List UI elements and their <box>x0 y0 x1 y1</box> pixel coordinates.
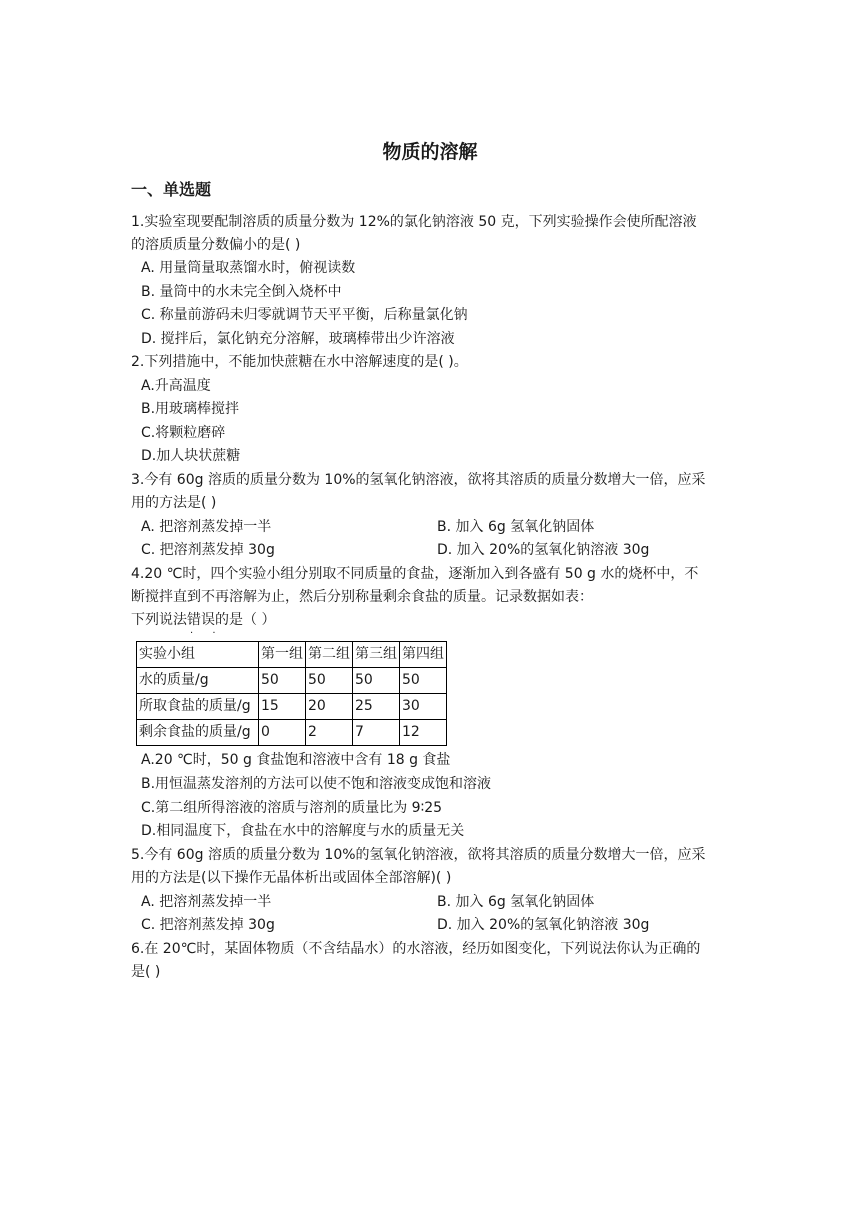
table-cell: 12 <box>400 720 447 746</box>
page-title: 物质的溶解 <box>382 141 478 163</box>
question-3-line-1: 3.今有 60g 溶质的质量分数为 10%的氢氧化钠溶液，欲将其溶质的质量分数增大一倍，应采 <box>131 472 706 488</box>
table-cell: 50 <box>400 668 447 694</box>
question-2-option-b: B.用玻璃棒搅拌 <box>141 401 240 417</box>
question-6-line-1: 6.在 20℃时，某固体物质（不含结晶水）的水溶液，经历如图变化，下列说法你认为正确的 <box>131 941 701 957</box>
table-cell: 50 <box>259 668 306 694</box>
table-cell: 所取食盐的质量/g <box>137 694 259 720</box>
table-cell: 水的质量/g <box>137 668 259 694</box>
table-cell: 50 <box>353 668 400 694</box>
question-5-option-c: C. 把溶剂蒸发掉 30g <box>141 917 275 933</box>
table-cell: 剩余食盐的质量/g <box>137 720 259 746</box>
table-row <box>137 694 447 720</box>
table-cell: 2 <box>306 720 353 746</box>
table-header-cell: 实验小组 <box>137 642 259 668</box>
table-header-cell: 第二组 <box>306 642 353 668</box>
question-5-line-1: 5.今有 60g 溶质的质量分数为 10%的氢氧化钠溶液，欲将其溶质的质量分数增大一倍，应采 <box>131 847 706 863</box>
question-1-option-b: B. 量筒中的水未完全倒入烧杯中 <box>141 284 342 300</box>
emphasis-dots: · · <box>190 628 224 639</box>
data-table <box>136 641 447 746</box>
table-cell: 50 <box>306 668 353 694</box>
table-cell: 15 <box>259 694 306 720</box>
question-3-option-c: C. 把溶剂蒸发掉 30g <box>141 542 275 558</box>
table-cell: 25 <box>353 694 400 720</box>
question-5-option-d: D. 加入 20%的氢氧化钠溶液 30g <box>437 917 650 933</box>
question-2-option-d: D.加人块状蔗糖 <box>141 448 241 464</box>
question-3-option-a: A. 把溶剂蒸发掉一半 <box>141 519 272 535</box>
question-1-option-d: D. 搅拌后，氯化钠充分溶解，玻璃棒带出少许溶液 <box>141 331 455 347</box>
question-3-line-2: 用的方法是( ) <box>131 495 217 511</box>
question-4-line-2: 断搅拌直到不再溶解为止，然后分别称量剩余食盐的质量。记录数据如表： <box>131 589 593 605</box>
question-4-option-c: C.第二组所得溶液的溶质与溶剂的质量比为 9∶25 <box>141 800 443 816</box>
table-header-cell: 第三组 <box>353 642 400 668</box>
question-2-option-a: A.升高温度 <box>141 378 211 394</box>
table-row <box>137 720 447 746</box>
question-3-option-b: B. 加入 6g 氢氧化钠固体 <box>437 519 595 535</box>
question-4-option-d: D.相同温度下，食盐在水中的溶解度与水的质量无关 <box>141 823 465 839</box>
table-cell: 7 <box>353 720 400 746</box>
question-5-option-a: A. 把溶剂蒸发掉一半 <box>141 894 272 910</box>
question-5-option-b: B. 加入 6g 氢氧化钠固体 <box>437 894 595 910</box>
question-4-line-1: 4.20 ℃时，四个实验小组分别取不同质量的食盐，逐渐加入到各盛有 50 g 水的烧杯中，不 <box>131 566 699 582</box>
table-header-cell: 第一组 <box>259 642 306 668</box>
question-6-line-2: 是( ) <box>131 964 161 980</box>
question-1-line-1: 1.实验室现要配制溶质的质量分数为 12%的氯化钠溶液 50 克，下列实验操作会使所配溶液 <box>131 214 697 230</box>
table-cell: 20 <box>306 694 353 720</box>
table-row <box>137 668 447 694</box>
section-heading: 一、单选题 <box>131 180 212 199</box>
table-header-cell: 第四组 <box>400 642 447 668</box>
question-3-option-d: D. 加入 20%的氢氧化钠溶液 30g <box>437 542 650 558</box>
question-1-option-c: C. 称量前游码未归零就调节天平平衡，后称量氯化钠 <box>141 307 468 323</box>
question-1-option-a: A. 用量筒量取蒸馏水时，俯视读数 <box>141 260 356 276</box>
question-5-line-2: 用的方法是(以下操作无晶体析出或固体全部溶解)( ) <box>131 870 452 886</box>
question-4-option-a: A.20 ℃时，50 g 食盐饱和溶液中含有 18 g 食盐 <box>141 752 451 768</box>
table-cell: 30 <box>400 694 447 720</box>
question-4-option-b: B.用恒温蒸发溶剂的方法可以使不饱和溶液变成饱和溶液 <box>141 776 492 792</box>
question-2-option-c: C.将颗粒磨碎 <box>141 425 226 441</box>
table-header-row <box>137 642 447 668</box>
question-1-line-2: 的溶质质量分数偏小的是( ) <box>131 237 301 253</box>
question-2-line-1: 2.下列措施中，不能加快蔗糖在水中溶解速度的是( )。 <box>131 354 468 370</box>
question-4-line-3: 下列说法错误的是（ ） <box>131 612 276 628</box>
table-cell: 0 <box>259 720 306 746</box>
